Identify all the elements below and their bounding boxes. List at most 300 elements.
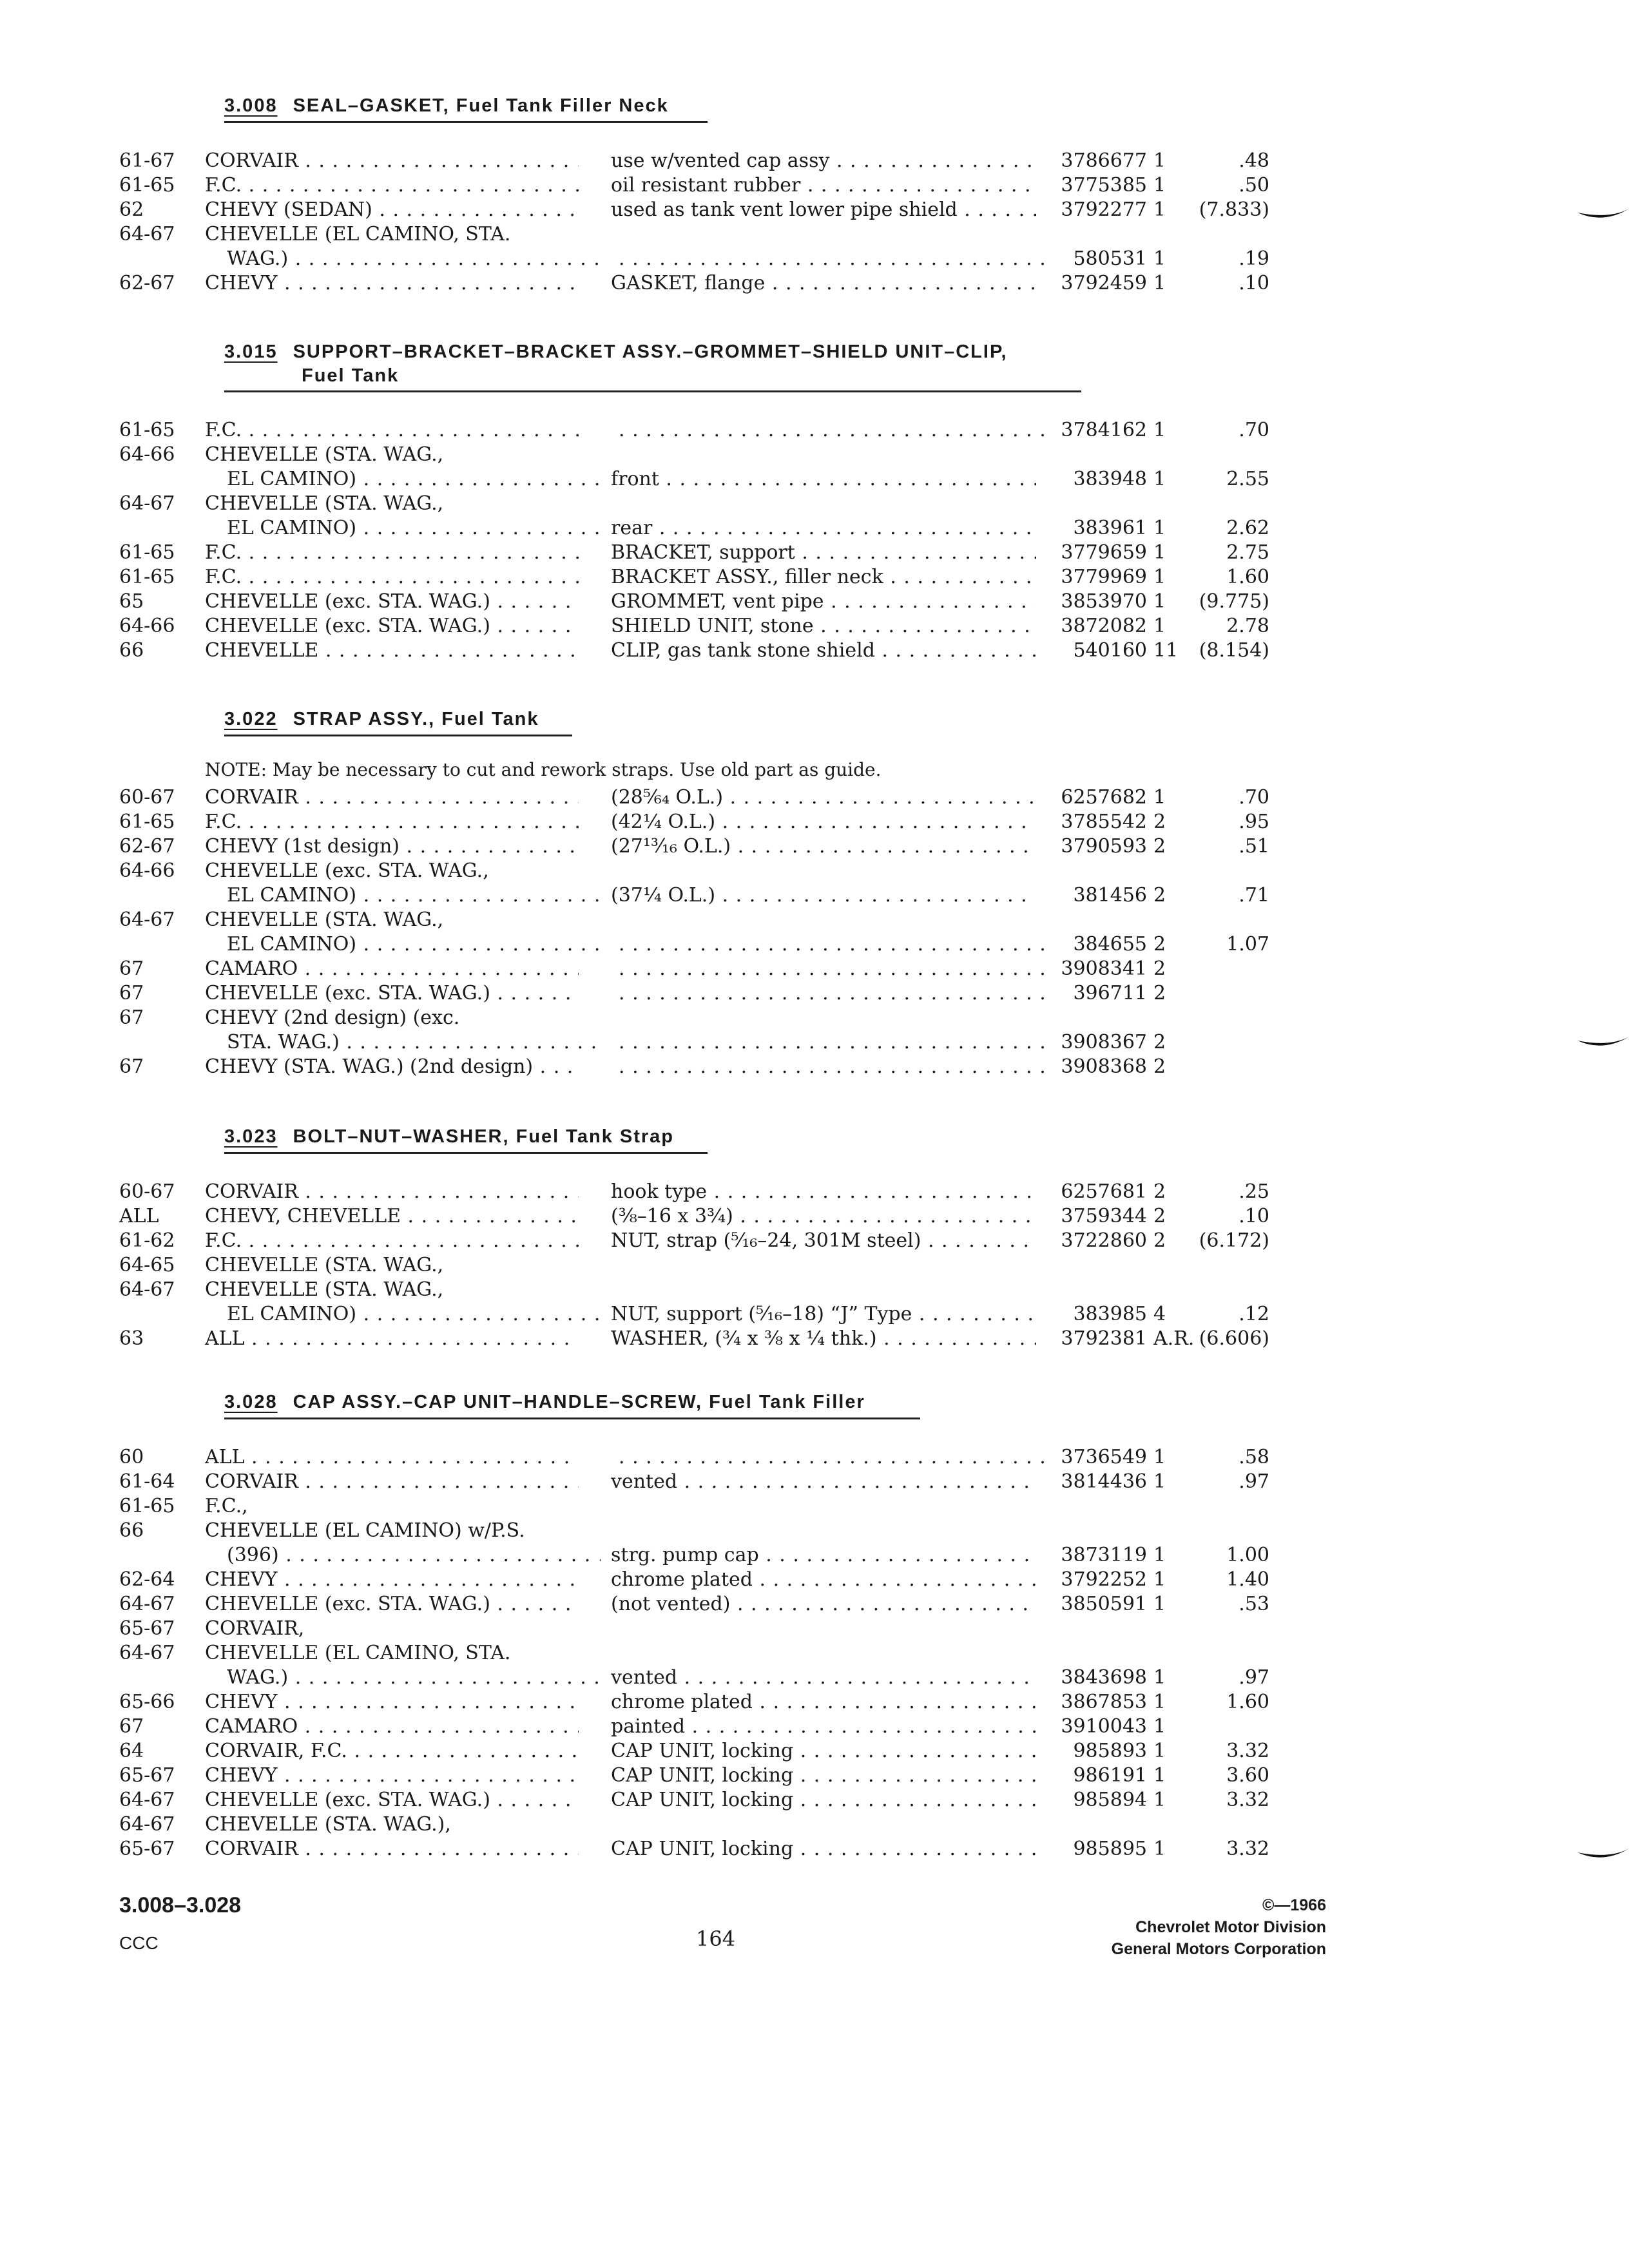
part-number: 985894 [1073, 1789, 1147, 1811]
qty-cell: 1 [1153, 590, 1166, 613]
copyright-text: ©—1966 [1262, 1896, 1326, 1914]
table-row [0, 1180, 1629, 1205]
part-number: 3792277 [1061, 198, 1147, 221]
table-row [0, 1278, 1629, 1303]
section-number: 3.028 [224, 1392, 278, 1412]
model-cell: CHEVY . . . [205, 1568, 579, 1591]
qty-cell: 2 [1153, 957, 1166, 980]
model-cell: CAMARO . . . [205, 957, 579, 980]
price-cell: .70 [1239, 786, 1269, 809]
table-row [0, 1254, 1629, 1278]
model-cell: ALL . . . [205, 1446, 579, 1468]
model-cell: EL CAMINO) . . . [227, 1303, 601, 1325]
part-number: 3792459 [1061, 272, 1147, 294]
part-number: 384655 [1073, 933, 1147, 956]
price-cell: .53 [1239, 1593, 1269, 1615]
qty-cell: 1 [1153, 1789, 1166, 1811]
desc-cell: (42¼ O.L.) . . . [611, 811, 1036, 833]
table-row [0, 884, 1629, 908]
table-row [0, 933, 1629, 957]
qty-cell: 1 [1153, 1691, 1166, 1713]
table-row [0, 492, 1629, 517]
model-cell: CHEVELLE (STA. WAG., [205, 908, 444, 931]
qty-cell: 2 [1153, 835, 1166, 858]
section-title: SUPPORT–BRACKET–BRACKET ASSY.–GROMMET–SHIELD UNIT–CLIP, [293, 341, 1008, 362]
model-cell: WAG.) . . . [227, 1666, 601, 1689]
model-cell: CHEVELLE (STA. WAG., [205, 492, 444, 515]
table-row [0, 1205, 1629, 1229]
desc-cell: used as tank vent lower pipe shield . . . [611, 198, 1036, 221]
part-number: 396711 [1073, 982, 1147, 1004]
table-row [0, 1303, 1629, 1327]
price-cell: .51 [1239, 835, 1269, 858]
model-cell: CORVAIR, F.C. . . . [205, 1740, 579, 1762]
desc-cell: chrome plated . . . [611, 1691, 1036, 1713]
table-row [0, 468, 1629, 492]
year-cell: 61-65 [119, 541, 175, 564]
part-number: 3850591 [1061, 1593, 1147, 1615]
section-heading [224, 709, 539, 730]
price-cell: (6.172) [1199, 1229, 1269, 1252]
model-cell: F.C. . . . [205, 1229, 579, 1252]
qty-cell: 1 [1153, 1470, 1166, 1493]
corporation-text: General Motors Corporation [1111, 1940, 1326, 1958]
price-cell: 3.60 [1226, 1764, 1269, 1787]
desc-cell: (27¹³⁄₁₆ O.L.) . . . [611, 835, 1036, 858]
desc-cell: (28⁵⁄₆₄ O.L.) . . . [611, 786, 1036, 809]
part-number: 3779969 [1061, 566, 1147, 588]
part-number: 381456 [1073, 884, 1147, 907]
desc-cell: rear . . . [611, 517, 1036, 539]
heading-rule [224, 390, 1081, 392]
price-cell: .10 [1239, 1205, 1269, 1227]
price-cell: 1.60 [1226, 566, 1269, 588]
price-cell: 3.32 [1226, 1789, 1269, 1811]
part-number: 3784162 [1061, 419, 1147, 441]
desc-cell: SHIELD UNIT, stone . . . [611, 615, 1036, 637]
part-number: 580531 [1073, 247, 1147, 270]
part-number: 3722860 [1061, 1229, 1147, 1252]
qty-cell: 1 [1153, 541, 1166, 564]
model-cell: CHEVY (2nd design) (exc. [205, 1006, 460, 1029]
part-number: 3910043 [1061, 1715, 1147, 1738]
table-row [0, 1666, 1629, 1691]
price-cell: .25 [1239, 1180, 1269, 1203]
part-number: 3873119 [1061, 1544, 1147, 1566]
desc-cell: painted . . . [611, 1715, 1036, 1738]
year-cell: 66 [119, 1519, 144, 1542]
year-cell: 61-65 [119, 566, 175, 588]
qty-cell: 2 [1153, 1229, 1166, 1252]
section-number: 3.023 [224, 1126, 278, 1147]
desc-cell [619, 1446, 1044, 1468]
model-cell: CORVAIR . . . [205, 786, 579, 809]
footer-section-range: 3.008–3.028 [119, 1893, 242, 1917]
price-cell: 2.78 [1226, 615, 1269, 637]
year-cell: 65-66 [119, 1691, 175, 1713]
year-cell: 67 [119, 1055, 144, 1078]
year-cell: 63 [119, 1327, 144, 1350]
table-row [0, 1642, 1629, 1666]
desc-cell: CAP UNIT, locking . . . [611, 1740, 1036, 1762]
qty-cell: 1 [1153, 786, 1166, 809]
table-row [0, 1495, 1629, 1519]
qty-cell: 1 [1153, 1446, 1166, 1468]
price-cell: (7.833) [1199, 198, 1269, 221]
part-number: 6257681 [1061, 1180, 1147, 1203]
price-cell: 3.32 [1226, 1740, 1269, 1762]
year-cell: 66 [119, 639, 144, 662]
price-cell: .70 [1239, 419, 1269, 441]
table-row [0, 1593, 1629, 1617]
year-cell: 64-65 [119, 1254, 175, 1276]
qty-cell: 1 [1153, 615, 1166, 637]
model-cell: CORVAIR . . . [205, 1470, 579, 1493]
qty-cell: 1 [1153, 517, 1166, 539]
table-row [0, 835, 1629, 860]
year-cell: 62-64 [119, 1568, 175, 1591]
desc-cell [619, 982, 1044, 1004]
model-cell: CAMARO . . . [205, 1715, 579, 1738]
table-row [0, 982, 1629, 1006]
qty-cell: 2 [1153, 982, 1166, 1004]
model-cell: CHEVELLE . . . [205, 639, 579, 662]
model-cell: STA. WAG.) . . . [227, 1031, 601, 1053]
qty-cell: 1 [1153, 566, 1166, 588]
model-cell: CORVAIR . . . [205, 1180, 579, 1203]
year-cell: 67 [119, 1715, 144, 1738]
table-row [0, 811, 1629, 835]
desc-cell: NUT, support (⁵⁄₁₆–18) “J” Type . . . [611, 1303, 1036, 1325]
table-row [0, 541, 1629, 566]
part-number: 3867853 [1061, 1691, 1147, 1713]
year-cell: 67 [119, 1006, 144, 1029]
binder-mark-icon [1577, 1028, 1629, 1053]
qty-cell: 1 [1153, 1568, 1166, 1591]
heading-rule [224, 1152, 708, 1154]
price-cell: (8.154) [1199, 639, 1269, 662]
table-row [0, 198, 1629, 223]
price-cell: .97 [1239, 1470, 1269, 1493]
year-cell: 61-67 [119, 149, 175, 172]
qty-cell: 11 [1153, 639, 1179, 662]
table-row [0, 1617, 1629, 1642]
year-cell: 64-67 [119, 1642, 175, 1664]
year-cell: ALL [119, 1205, 159, 1227]
model-cell: CHEVY . . . [205, 1764, 579, 1787]
part-number: 3759344 [1061, 1205, 1147, 1227]
qty-cell: 1 [1153, 149, 1166, 172]
table-row [0, 1229, 1629, 1254]
model-cell: F.C. . . . [205, 541, 579, 564]
price-cell: 2.55 [1226, 468, 1269, 490]
qty-cell: 1 [1153, 1666, 1166, 1689]
price-cell: .10 [1239, 272, 1269, 294]
model-cell: F.C. . . . [205, 566, 579, 588]
table-row [0, 1055, 1629, 1080]
part-number: 985893 [1073, 1740, 1147, 1762]
qty-cell: 2 [1153, 1205, 1166, 1227]
table-row [0, 223, 1629, 247]
desc-cell: CAP UNIT, locking . . . [611, 1838, 1036, 1860]
qty-cell: 1 [1153, 1544, 1166, 1566]
year-cell: 64-66 [119, 860, 175, 882]
year-cell: 62 [119, 198, 144, 221]
model-cell: CHEVELLE (exc. STA. WAG.) . . . [205, 1789, 579, 1811]
table-row [0, 1715, 1629, 1740]
year-cell: 61-65 [119, 1495, 175, 1517]
table-row [0, 566, 1629, 590]
model-cell: F.C. . . . [205, 811, 579, 833]
table-row [0, 174, 1629, 198]
model-cell: CHEVELLE (STA. WAG., [205, 1278, 444, 1301]
section-title: BOLT–NUT–WASHER, Fuel Tank Strap [293, 1126, 675, 1147]
desc-cell: vented . . . [611, 1470, 1036, 1493]
part-number: 3908368 [1061, 1055, 1147, 1078]
year-cell: 65-67 [119, 1617, 175, 1640]
year-cell: 61-64 [119, 1470, 175, 1493]
section-heading [224, 1392, 865, 1413]
year-cell: 65-67 [119, 1838, 175, 1860]
qty-cell: 2 [1153, 884, 1166, 907]
section-heading [224, 95, 669, 117]
price-cell: (9.775) [1199, 590, 1269, 613]
desc-cell: hook type . . . [611, 1180, 1036, 1203]
year-cell: 61-65 [119, 419, 175, 441]
model-cell: CHEVY (1st design) . . . [205, 835, 579, 858]
qty-cell: 4 [1153, 1303, 1166, 1325]
desc-cell: GROMMET, vent pipe . . . [611, 590, 1036, 613]
model-cell: CHEVY (STA. WAG.) (2nd design) . . . [205, 1055, 579, 1078]
price-cell: .12 [1239, 1303, 1269, 1325]
model-cell: CHEVELLE (exc. STA. WAG., [205, 860, 489, 882]
qty-cell: 1 [1153, 1764, 1166, 1787]
year-cell: 65 [119, 590, 144, 613]
price-cell: 2.75 [1226, 541, 1269, 564]
price-cell: .95 [1239, 811, 1269, 833]
qty-cell: 1 [1153, 1838, 1166, 1860]
section-note: NOTE: May be necessary to cut and rework straps. Use old part as guide. [205, 759, 882, 780]
desc-cell [619, 933, 1044, 956]
part-number: 3814436 [1061, 1470, 1147, 1493]
year-cell: 64 [119, 1740, 144, 1762]
year-cell: 64-67 [119, 223, 175, 245]
binder-mark-icon [1577, 1840, 1629, 1865]
table-row [0, 247, 1629, 272]
part-number: 3792252 [1061, 1568, 1147, 1591]
year-cell: 64-66 [119, 443, 175, 466]
model-cell: CHEVELLE (EL CAMINO) w/P.S. [205, 1519, 525, 1542]
desc-cell: oil resistant rubber . . . [611, 174, 1036, 197]
table-row [0, 1031, 1629, 1055]
qty-cell: 1 [1153, 1593, 1166, 1615]
desc-cell [619, 957, 1044, 980]
qty-cell: 2 [1153, 1055, 1166, 1078]
desc-cell: chrome plated . . . [611, 1568, 1036, 1591]
desc-cell: CAP UNIT, locking . . . [611, 1764, 1036, 1787]
heading-rule [224, 1418, 920, 1419]
part-number: 383985 [1073, 1303, 1147, 1325]
table-row [0, 1813, 1629, 1838]
desc-cell: CAP UNIT, locking . . . [611, 1789, 1036, 1811]
part-number: 6257682 [1061, 786, 1147, 809]
model-cell: CORVAIR . . . [205, 149, 579, 172]
table-row [0, 272, 1629, 296]
part-number: 3785542 [1061, 811, 1147, 833]
section-title: STRAP ASSY., Fuel Tank [293, 709, 539, 729]
table-row [0, 590, 1629, 615]
model-cell: EL CAMINO) . . . [227, 933, 601, 956]
part-number: 3790593 [1061, 835, 1147, 858]
price-cell: .19 [1239, 247, 1269, 270]
model-cell: CHEVELLE (STA. WAG.), [205, 1813, 451, 1836]
price-cell: .71 [1239, 884, 1269, 907]
table-row [0, 860, 1629, 884]
desc-cell [619, 1055, 1044, 1078]
price-cell: (6.606) [1199, 1327, 1269, 1350]
qty-cell: 1 [1153, 272, 1166, 294]
table-row [0, 1544, 1629, 1568]
model-cell: F.C. . . . [205, 174, 579, 197]
section-title: SEAL–GASKET, Fuel Tank Filler Neck [293, 95, 669, 116]
year-cell: 60 [119, 1446, 144, 1468]
year-cell: 64-67 [119, 1789, 175, 1811]
desc-cell [619, 419, 1044, 441]
part-number: 540160 [1073, 639, 1147, 662]
part-number: 3786677 [1061, 149, 1147, 172]
part-number: 3843698 [1061, 1666, 1147, 1689]
desc-cell: strg. pump cap . . . [611, 1544, 1036, 1566]
page-number: 164 [696, 1927, 736, 1951]
desc-cell: BRACKET ASSY., filler neck . . . [611, 566, 1036, 588]
table-row [0, 639, 1629, 664]
year-cell: 64-67 [119, 908, 175, 931]
model-cell: CORVAIR . . . [205, 1838, 579, 1860]
desc-cell: CLIP, gas tank stone shield . . . [611, 639, 1036, 662]
price-cell: 3.32 [1226, 1838, 1269, 1860]
year-cell: 64-66 [119, 615, 175, 637]
heading-rule [224, 735, 572, 736]
qty-cell: 1 [1153, 1740, 1166, 1762]
table-row [0, 908, 1629, 933]
model-cell: CHEVELLE (exc. STA. WAG.) . . . [205, 1593, 579, 1615]
section-title: CAP ASSY.–CAP UNIT–HANDLE–SCREW, Fuel Tank Filler [293, 1392, 865, 1412]
year-cell: 64-67 [119, 1813, 175, 1836]
section-title-line2: Fuel Tank [302, 365, 400, 386]
heading-rule [224, 121, 708, 123]
price-cell: 1.60 [1226, 1691, 1269, 1713]
qty-cell: 1 [1153, 419, 1166, 441]
table-row [0, 615, 1629, 639]
qty-cell: 1 [1153, 247, 1166, 270]
part-number: 3872082 [1061, 615, 1147, 637]
section-number: 3.022 [224, 709, 278, 729]
model-cell: CHEVY . . . [205, 272, 579, 294]
model-cell: CHEVELLE (EL CAMINO, STA. [205, 223, 511, 245]
model-cell: F.C. . . . [205, 419, 579, 441]
table-row [0, 1519, 1629, 1544]
footer-publisher [1112, 1894, 1326, 1960]
model-cell: CHEVELLE (EL CAMINO, STA. [205, 1642, 511, 1664]
desc-cell: vented . . . [611, 1666, 1036, 1689]
table-row [0, 1691, 1629, 1715]
table-row [0, 1789, 1629, 1813]
part-number: 383961 [1073, 517, 1147, 539]
model-cell: CHEVELLE (STA. WAG., [205, 1254, 444, 1276]
price-cell: 1.07 [1226, 933, 1269, 956]
year-cell: 60-67 [119, 1180, 175, 1203]
year-cell: 67 [119, 957, 144, 980]
table-row [0, 957, 1629, 982]
part-number: 3908367 [1061, 1031, 1147, 1053]
model-cell: CHEVY, CHEVELLE . . . [205, 1205, 579, 1227]
part-number: 383948 [1073, 468, 1147, 490]
qty-cell: 2 [1153, 933, 1166, 956]
year-cell: 62-67 [119, 835, 175, 858]
qty-cell: 1 [1153, 198, 1166, 221]
year-cell: 61-65 [119, 174, 175, 197]
table-row [0, 1446, 1629, 1470]
part-number: 985895 [1073, 1838, 1147, 1860]
part-number: 3853970 [1061, 590, 1147, 613]
price-cell: 1.00 [1226, 1544, 1269, 1566]
desc-cell: use w/vented cap assy . . . [611, 149, 1036, 172]
table-row [0, 1838, 1629, 1862]
year-cell: 64-67 [119, 492, 175, 515]
desc-cell: front . . . [611, 468, 1036, 490]
model-cell: ALL . . . [205, 1327, 579, 1350]
table-row [0, 1568, 1629, 1593]
part-number: 3792381 [1061, 1327, 1147, 1350]
year-cell: 61-62 [119, 1229, 175, 1252]
year-cell: 64-67 [119, 1593, 175, 1615]
part-number: 3779659 [1061, 541, 1147, 564]
model-cell: CHEVY . . . [205, 1691, 579, 1713]
table-row [0, 1327, 1629, 1352]
desc-cell: (37¼ O.L.) . . . [611, 884, 1036, 907]
year-cell: 61-65 [119, 811, 175, 833]
qty-cell: 1 [1153, 1715, 1166, 1738]
model-cell: WAG.) . . . [227, 247, 601, 270]
model-cell: (396) . . . [227, 1544, 601, 1566]
price-cell: 2.62 [1226, 517, 1269, 539]
qty-cell: 2 [1153, 1031, 1166, 1053]
desc-cell: (not vented) . . . [611, 1593, 1036, 1615]
price-cell: .48 [1239, 149, 1269, 172]
section-number: 3.015 [224, 341, 278, 362]
qty-cell: 2 [1153, 811, 1166, 833]
desc-cell [619, 247, 1044, 270]
qty-cell: 1 [1153, 174, 1166, 197]
table-row [0, 149, 1629, 174]
part-number: 3908341 [1061, 957, 1147, 980]
section-heading [224, 1126, 674, 1148]
division-text: Chevrolet Motor Division [1135, 1918, 1326, 1936]
table-row [0, 517, 1629, 541]
model-cell: EL CAMINO) . . . [227, 517, 601, 539]
desc-cell [619, 1031, 1044, 1053]
part-number: 3775385 [1061, 174, 1147, 197]
model-cell: EL CAMINO) . . . [227, 884, 601, 907]
qty-cell: A.R. [1153, 1327, 1195, 1350]
qty-cell: 1 [1153, 468, 1166, 490]
footer-code: CCC [119, 1933, 159, 1953]
model-cell: CHEVELLE (exc. STA. WAG.) . . . [205, 590, 579, 613]
binder-mark-icon [1577, 200, 1629, 226]
model-cell: F.C., [205, 1495, 248, 1517]
part-number: 3736549 [1061, 1446, 1147, 1468]
model-cell: CHEVELLE (STA. WAG., [205, 443, 444, 466]
